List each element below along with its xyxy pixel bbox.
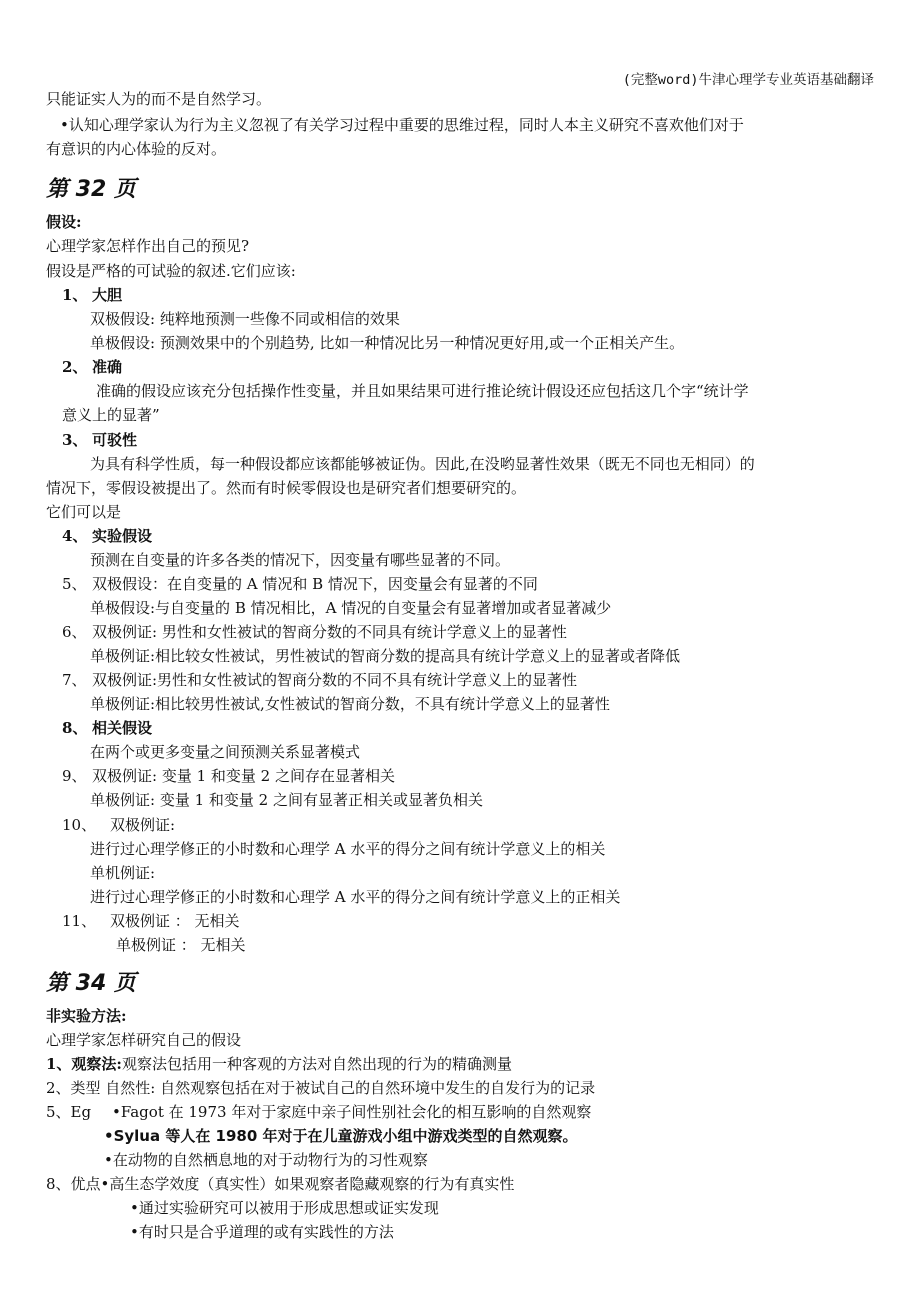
item-6-number: 6、 xyxy=(62,623,87,641)
item-7-line-a: 双极例证:男性和女性被试的智商分数的不同不具有统计学意义上的显著性 xyxy=(92,671,578,689)
non-experimental-heading: 非实验方法: xyxy=(46,1007,127,1025)
item-1-line-b: 单极假设: 预测效果中的个别趋势, 比如一种情况比另一种情况更好用,或一个正相关产生。 xyxy=(90,334,685,352)
intro-line-1: 只能证实人为的而不是自然学习。 xyxy=(46,90,272,108)
advantage-2: •有时只是合乎道理的或有实践性的方法 xyxy=(130,1223,394,1241)
item-2-title: 准确 xyxy=(92,358,123,376)
item-4-line-a: 预测在自变量的许多各类的情况下，因变量有哪些显著的不同。 xyxy=(90,551,511,569)
item-2-line-a: 准确的假设应该充分包括操作性变量，并且如果结果可进行推论统计假设还应包括这几个字“统计学 xyxy=(96,382,749,400)
item-7-number: 7、 xyxy=(62,671,87,689)
hypothesis-heading: 假设: xyxy=(46,213,82,231)
item-8-title: 相关假设 xyxy=(92,719,153,737)
page-32-title: 第 32 页 xyxy=(46,177,136,202)
advantages-line: 8、优点•高生态学效度（真实性）如果观察者隐藏观察的行为有真实性 xyxy=(46,1175,515,1193)
item-1-title: 大胆 xyxy=(92,286,123,304)
item-11-line-b: 单极例证 ： 无相关 xyxy=(116,936,246,954)
item-7-line-b: 单极例证:相比较男性被试,女性被试的智商分数，不具有统计学意义上的显著性 xyxy=(90,695,610,713)
item-2-number: 2、 xyxy=(62,358,88,376)
page-header: (完整word)牛津心理学专业英语基础翻译 xyxy=(622,72,874,88)
item-10-number: 10、 xyxy=(62,816,97,834)
observation-text: 观察法包括用一种客观的方法对自然出现的行为的精确测量 xyxy=(121,1055,512,1073)
item-9-number: 9、 xyxy=(62,767,87,785)
item-8-number: 8、 xyxy=(62,719,88,737)
item-3-line-b: 情况下，零假设被提出了。然而有时候零假设也是研究者们想要研究的。 xyxy=(46,479,527,497)
example-animal: •在动物的自然栖息地的对于动物行为的习性观察 xyxy=(104,1151,428,1169)
item-3-line-a: 为具有科学性质，每一种假设都应该都能够被证伪。因此,在没哟显著性效果（既无不同也无相同）的 xyxy=(90,455,755,473)
item-1-line-a: 双极假设: 纯粹地预测一些像不同或相信的效果 xyxy=(90,310,400,328)
item-11-line-a: 双极例证 ： 无相关 xyxy=(110,912,240,930)
item-2-line-b: 意义上的显著” xyxy=(62,406,160,424)
item-10-line-d: 进行过心理学修正的小时数和心理学 A 水平的得分之间有统计学意义上的正相关 xyxy=(90,888,621,906)
types-line: 2、类型 自然性: 自然观察包括在对于被试自己的自然环境中发生的自发行为的记录 xyxy=(46,1079,596,1097)
observation-lead: 1、观察法: xyxy=(46,1055,122,1073)
item-11-number: 11、 xyxy=(62,912,97,930)
item-10-line-c: 单机例证: xyxy=(90,864,156,882)
example-fagot: •Fagot 在 1973 年对于家庭中亲子间性别社会化的相互影响的自然观察 xyxy=(112,1103,592,1121)
item-3-title: 可驳性 xyxy=(92,431,138,449)
hypothesis-question: 心理学家怎样作出自己的预见? xyxy=(46,237,250,255)
intro-line-3: 有意识的内心体验的反对。 xyxy=(46,140,227,158)
page-34-title: 第 34 页 xyxy=(46,971,136,996)
item-10-line-b: 进行过心理学修正的小时数和心理学 A 水平的得分之间有统计学意义上的相关 xyxy=(90,840,606,858)
observation-line xyxy=(46,1054,512,1074)
item-8-line-a: 在两个或更多变量之间预测关系显著模式 xyxy=(90,743,361,761)
item-5-line-a: 双极假设：在自变量的 A 情况和 B 情况下，因变量会有显著的不同 xyxy=(92,575,538,593)
item-6-line-b: 单极例证:相比较女性被试，男性被试的智商分数的提高具有统计学意义上的显著或者降低 xyxy=(90,647,681,665)
hypothesis-definition: 假设是严格的可试验的叙述.它们应该: xyxy=(46,262,296,280)
item-4-title: 实验假设 xyxy=(92,527,153,545)
item-4-number: 4、 xyxy=(62,527,88,545)
non-experimental-subtitle: 心理学家怎样研究自己的假设 xyxy=(46,1031,242,1049)
example-number: 5、Eg xyxy=(46,1103,92,1121)
item-9-line-b: 单极例证: 变量 1 和变量 2 之间有显著正相关或显著负相关 xyxy=(90,791,483,809)
could-be-line: 它们可以是 xyxy=(46,503,122,521)
item-3-number: 3、 xyxy=(62,431,88,449)
item-5-line-b: 单极假设:与自变量的 B 情况相比，A 情况的自变量会有显著增加或者显著减少 xyxy=(90,599,612,617)
item-6-line-a: 双极例证: 男性和女性被试的智商分数的不同具有统计学意义上的显著性 xyxy=(92,623,567,641)
advantage-1: •通过实验研究可以被用于形成思想或证实发现 xyxy=(130,1199,439,1217)
item-10-line-a: 双极例证: xyxy=(110,816,176,834)
intro-line-2: •认知心理学家认为行为主义忽视了有关学习过程中重要的思维过程，同时人本主义研究不喜欢他们对于 xyxy=(60,116,744,134)
item-5-number: 5、 xyxy=(62,575,87,593)
item-1-number: 1、 xyxy=(62,286,88,304)
item-9-line-a: 双极例证: 变量 1 和变量 2 之间存在显著相关 xyxy=(92,767,395,785)
example-sylua: •Sylua 等人在 1980 年对于在儿童游戏小组中游戏类型的自然观察。 xyxy=(104,1127,578,1145)
